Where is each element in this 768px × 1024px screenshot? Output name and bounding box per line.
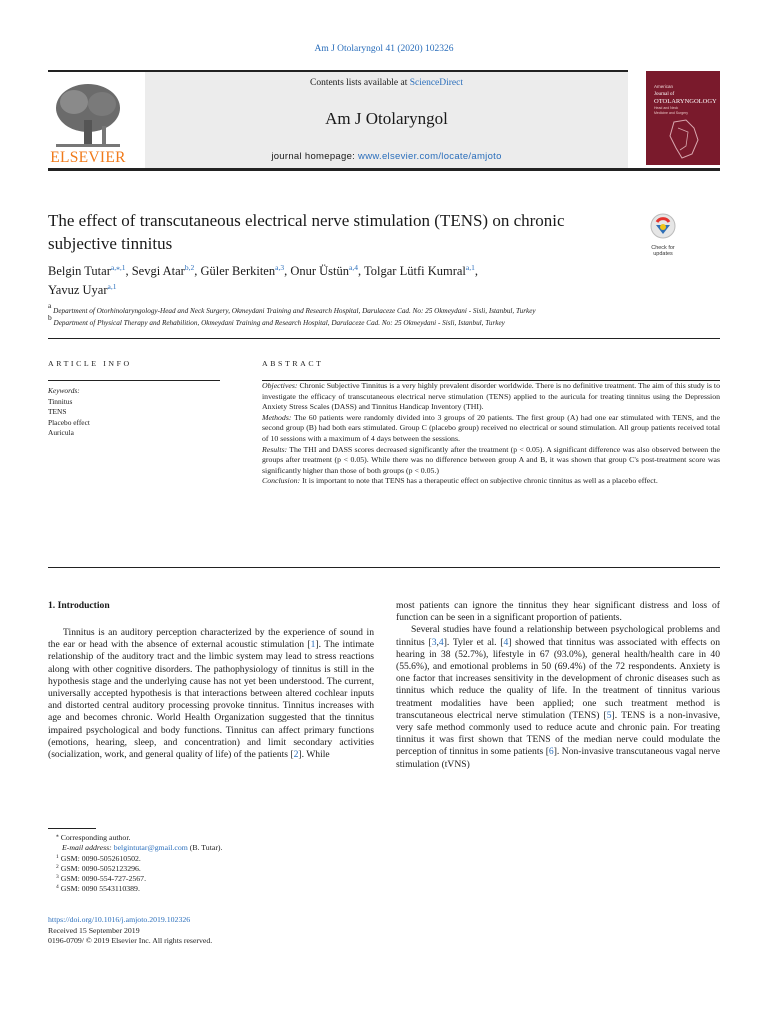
footnotes (48, 833, 348, 895)
gsm-text: GSM: 0090-5052610502. (60, 853, 141, 863)
section-heading-introduction: 1. Introduction (48, 600, 110, 611)
footnote-mark: 1 (56, 853, 59, 860)
abstract-bottom-rule (48, 567, 720, 568)
text-run: ] showed that tinnitus was associated with effects on hearing in 38 (52.7%), lifestyle in 67 (93.0%), general health/health care in 40 (55.6%), and emotional problems in 50 (69.4%) of the 72 respondents. Anxiety is one factor that increases sensitivity in the development of chronic diseases such as tinnitus which reduce the quality of life. In the treatment of tinnitus various treatment modalities have been applied; one such treatment method is transcutaneous electrical nerve stimulation (TENS) [ (396, 636, 720, 721)
cover-text-head-neck: Head and Neck (654, 106, 679, 110)
intro-paragraph-2 (396, 624, 720, 770)
footnote-gsm-1 (48, 854, 348, 864)
citation-link-4[interactable]: 4 (503, 636, 509, 648)
results-label: Results: (262, 444, 288, 454)
abstract-objectives (262, 381, 720, 413)
author-name: Yavuz Uyar (48, 283, 108, 297)
cover-text-american: American (654, 84, 674, 89)
abstract-label: ABSTRACT (262, 359, 324, 368)
right-column (396, 600, 720, 771)
citation-link-5[interactable]: 5 (606, 709, 612, 721)
intro-paragraph-continued: most patients can ignore the tinnitus they hear significant distress and loss of function can be seen in a significant proportion of patients. (396, 600, 720, 624)
author-name: Tolgar Lütfi Kumral (364, 264, 466, 278)
copyright-line: 0196-0709/ © 2019 Elsevier Inc. All rights reserved. (48, 936, 213, 946)
methods-label: Methods: (262, 412, 292, 422)
homepage-prefix: journal homepage: (271, 151, 359, 162)
elsevier-wordmark: ELSEVIER (50, 149, 126, 166)
email-label: E-mail address: (62, 843, 112, 853)
author-affiliation-mark[interactable]: a,⁎,1 (110, 263, 126, 272)
footnote-mark: 3 (56, 874, 59, 881)
author-name: Sevgi Atar (131, 264, 185, 278)
text-run: Several studies have found a relationship between psychological problems and tinnitus [ (396, 624, 720, 648)
text-run: , (436, 636, 439, 648)
author-name: Belgin Tutar (48, 264, 111, 278)
footnote-gsm-3 (48, 874, 348, 884)
abstract-conclusion (262, 476, 720, 487)
footnote-corresponding (48, 833, 348, 843)
contents-line (145, 78, 628, 88)
footnote-gsm-2 (48, 864, 348, 874)
abstract-results (262, 445, 720, 477)
author-list: Belgin Tutar$^{a,⁎,1}$, Sevgi Atar$^{b,2}$, Güler Berkiten$^{a,3}$, Onur Üstün$^{a,4}$, Tolgar Lütfi Kumral$^{a,1}$, Yavuz Uyar$^{a,1}$ (48, 263, 478, 297)
author-affiliation-mark[interactable]: a,1 (107, 282, 117, 291)
abstract-methods (262, 413, 720, 445)
author-name: Güler Berkiten (200, 264, 276, 278)
gsm-text: GSM: 0090 5543110389. (60, 884, 140, 894)
citation-link-6[interactable]: 6 (548, 746, 554, 758)
journal-citation[interactable]: Am J Otolaryngol 41 (2020) 102326 (314, 44, 454, 54)
footnote-rule (48, 828, 96, 829)
methods-text: The 60 patients were randomly divided into 3 groups of 20 patients. The first group (A) had one ear stimulated with TENS, and the second group (B) had both ears stimulated. Group C (placebo group) received no electrical or sound stimulation. All group patients received total of 10 sessions with a maximum of 4 days between the sessions. (262, 412, 720, 443)
article-info-rule (48, 380, 220, 381)
author-affiliation-mark[interactable]: a,4 (349, 263, 358, 272)
objectives-label: Objectives: (262, 381, 298, 390)
check-for-updates-badge[interactable] (645, 212, 681, 257)
cover-text-otolaryngology: OTOLARYNGOLOGY (654, 98, 717, 105)
journal-name: Am J Otolaryngol (325, 109, 448, 128)
keyword-item: TENS (48, 407, 67, 416)
footnote-mark: 4 (56, 884, 59, 891)
cover-subtitle (654, 106, 688, 115)
intro-paragraph-1 (48, 627, 374, 761)
author-affiliation-mark[interactable]: a,1 (465, 263, 475, 272)
text-run: ]. While (298, 749, 330, 761)
keyword-item: Auricula (48, 428, 74, 437)
text-run: ]. The intimate relationship of the auditory tract and the limbic system may lead to stress reactions along with other cognitive disorders. The pathophysiology of tinnitus is still in the hypothesis stage and the underlying cause has not yet been understood. The current, universally accepted hypothesis is that interactions between altered cochlear inputs and distorted central auditory processing provoke tinnitus. Tinnitus increases with age and becomes chronic. World Health Organization suggested that the tinnitus impaired psychological and body functions. Tinnitus can affect primary functions (emotions, hearing, sleep, and concentration) and limit secondary activities (socialization, work, and general quality of life) of the patients [ (48, 639, 374, 761)
abstract-body (262, 381, 720, 487)
homepage-link[interactable]: www.elsevier.com/locate/amjoto (358, 151, 502, 162)
gsm-text: GSM: 0090-554-727-2567. (60, 874, 147, 884)
author-name: Onur Üstün (290, 264, 350, 278)
conclusion-text: It is important to note that TENS has a therapeutic effect on subjective chronic tinnitus as well as a placebo effect. (302, 476, 658, 486)
results-text: The THI and DASS scores decreased significantly after the treatment (p < 0.05). A significant difference was also observed between the groups after treatment (p < 0.05). While there was no difference between group A and B, it was shown that group C's post-treatment score was significantly higher than those of both groups (p < 0.05.) (262, 444, 720, 475)
affiliation-a (48, 301, 728, 315)
article-title: The effect of transcutaneous electrical nerve stimulation (TENS) on chronic subjective tinnitus (48, 211, 565, 253)
keywords-block (48, 386, 90, 439)
text-run: ]. TENS is a non-invasive, very safe method commonly used to reduce acute and chronic pain. For treating tinnitus it was first shown that TENS of the median nerve could modulate the perception of tinnitus in some patients [ (396, 709, 720, 758)
doi-link[interactable]: https://doi.org/10.1016/j.amjoto.2019.102326 (48, 915, 191, 924)
affiliation-text: Department of Physical Therapy and Rehabilition, Okmeydani Training and Research Hospital, Darulaceze Cad. No: 25 Okmeydani - Sisli, Istanbul, Turkey (53, 319, 505, 327)
corresponding-author-text: Corresponding author. (60, 833, 131, 842)
text-run: ]. Non-invasive transcutaneous vagal nerve stimulation (tVNS) (396, 746, 720, 770)
affiliation-mark: b (48, 313, 52, 322)
header-bottom-rule (48, 168, 720, 171)
keyword-item: Tinnitus (48, 396, 73, 406)
footnote-mark: ⁎ (56, 833, 59, 839)
text-run: ]. Tyler et al. [ (443, 636, 504, 648)
cover-text-medicine-surgery: Medicine and Surgery (654, 110, 689, 115)
affiliation-mark: a (48, 301, 52, 310)
affiliation-text: Department of Otorhinolaryngology-Head and Neck Surgery, Okmeydani Training and Research Hospital, Darulaceze Cad. No: 25 Okmeydani - Sisli, Istanbul, Turkey (53, 307, 536, 315)
check-updates-line2: updates (653, 251, 673, 257)
cover-map-graphic (664, 118, 708, 160)
keyword-item: Placebo effect (48, 417, 90, 427)
email-link[interactable]: belgintutar@gmail.com (113, 843, 188, 853)
author-affiliation-mark[interactable]: b,2 (184, 263, 195, 272)
citation-link-2[interactable]: 2 (293, 749, 299, 761)
contents-prefix: Contents lists available at (309, 78, 410, 88)
sciencedirect-link[interactable]: ScienceDirect (409, 78, 463, 88)
left-column (48, 627, 374, 761)
conclusion-label: Conclusion: (262, 476, 301, 486)
author-affiliation-mark[interactable]: a,3 (275, 263, 285, 272)
footnote-email (48, 843, 348, 853)
citation-link-3[interactable]: 3 (431, 636, 437, 648)
gsm-text: GSM: 0090-5052123296. (60, 863, 141, 873)
affiliation-b (48, 313, 728, 327)
front-matter-rule (48, 338, 720, 339)
cover-text-journal-of: Journal of (654, 92, 675, 97)
email-suffix: (B. Tutar). (189, 843, 223, 853)
article-info-label: ARTICLE INFO (48, 359, 132, 368)
keywords-label: Keywords: (48, 386, 80, 395)
footnote-gsm-4 (48, 884, 348, 894)
objectives-text: Chronic Subjective Tinnitus is a very highly prevalent disorder worldwide. There is no definitive treatment. The aim of this study is to investigate the efficacy of transcutaneous electrical nerve stimulation (TENS) applied to the auricula for treating tinnitus using the Depression Anxiety Stress Scales (DASS) and Tinnitus Handicap Inventory (THI). (262, 381, 720, 412)
publication-info (48, 915, 368, 947)
received-date: Received 15 September 2019 (48, 925, 140, 935)
footnote-mark: 2 (56, 863, 59, 870)
cover-title (654, 91, 717, 105)
citation-link-4[interactable]: 4 (438, 636, 444, 648)
text-run: Tinnitus is an auditory perception characterized by the experience of sound in the ear or head with the absence of external acoustic stimulation [ (48, 627, 374, 651)
check-updates-icon (645, 212, 681, 240)
check-updates-line1: Check for (651, 245, 675, 251)
citation-link-1[interactable]: 1 (310, 639, 316, 651)
journal-homepage (145, 151, 628, 162)
